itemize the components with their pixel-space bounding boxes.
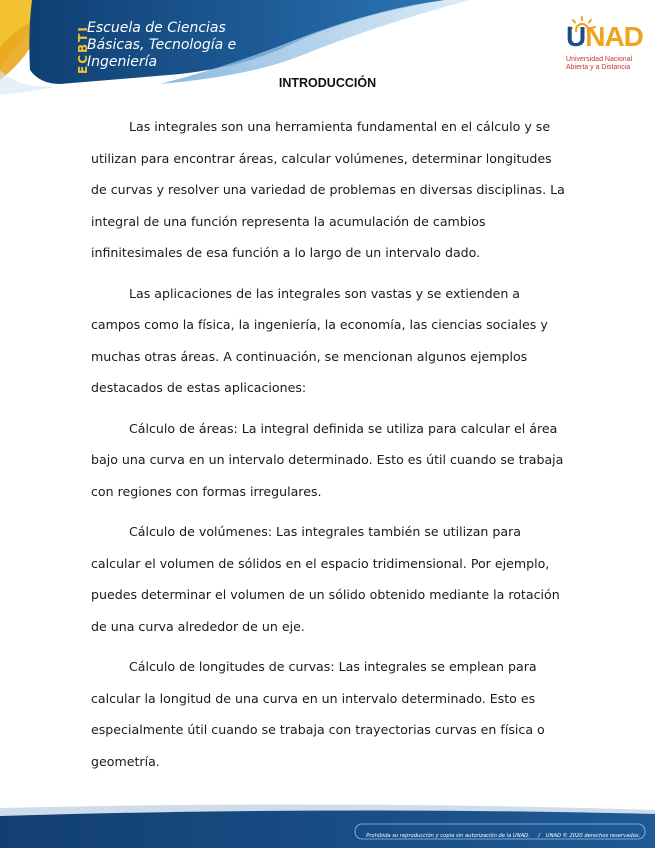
paragraph: Cálculo de áreas: La integral definida se utiliza para calcular el área bajo una curva en un intervalo determinado. Esto es útil cuando se trabaja con regiones con formas irregulares. — [91, 420, 564, 499]
page-title: INTRODUCCIÓN — [278, 76, 377, 90]
footer-separator: / — [538, 832, 540, 839]
school-name-line-3: Ingeniería — [87, 54, 158, 70]
school-name — [87, 20, 277, 71]
faculty-abbreviation: ECBTI — [76, 25, 90, 74]
logo-wordmark: UNAD — [566, 21, 643, 52]
unad-logo — [566, 16, 643, 74]
paragraph: Cálculo de volúmenes: Las integrales también se utilizan para calcular el volumen de sólidos en el espacio tridimensional. Por ejemplo, puedes determinar el volumen de un sólido obtenido mediante la rotación de una curva alrededor de un eje. — [91, 524, 560, 634]
paragraph: Cálculo de longitudes de curvas: Las integrales se emplean para calcular la longitud de una curva en un intervalo determinado. Esto es especialmente útil cuando se trabaja con trayectorias curvas en física o geometría. — [91, 659, 545, 769]
paragraph: Las aplicaciones de las integrales son vastas y se extienden a campos como la física, la ingeniería, la economía, las ciencias sociales y muchas otras áreas. A continuación, se mencionan algunos ejemplos destacados de estas aplicaciones: — [91, 285, 548, 395]
paragraph: Las integrales son una herramienta fundamental en el cálculo y se utilizan para encontrar áreas, calcular volúmenes, determinar longitudes de curvas y resolver una variedad de problemas en diversas disciplinas. La integral de una función representa la acumulación de cambios infinitesimales de esa función a lo largo de un intervalo dado. — [91, 119, 565, 260]
footer-reproduction-notice: Prohibida su reproducción y copia sin autorización de la UNAD. — [366, 832, 530, 839]
logo-subtitle: Universidad Nacional Abierta y a Distancia — [566, 56, 633, 71]
school-name-line-1: Escuela de Ciencias — [87, 20, 226, 36]
school-name-line-2: Básicas, Tecnología e — [87, 37, 237, 53]
footer-notice — [362, 829, 642, 842]
footer-copyright: UNAD © 2020 derechos reservados. — [545, 832, 641, 839]
document-body — [91, 111, 565, 786]
